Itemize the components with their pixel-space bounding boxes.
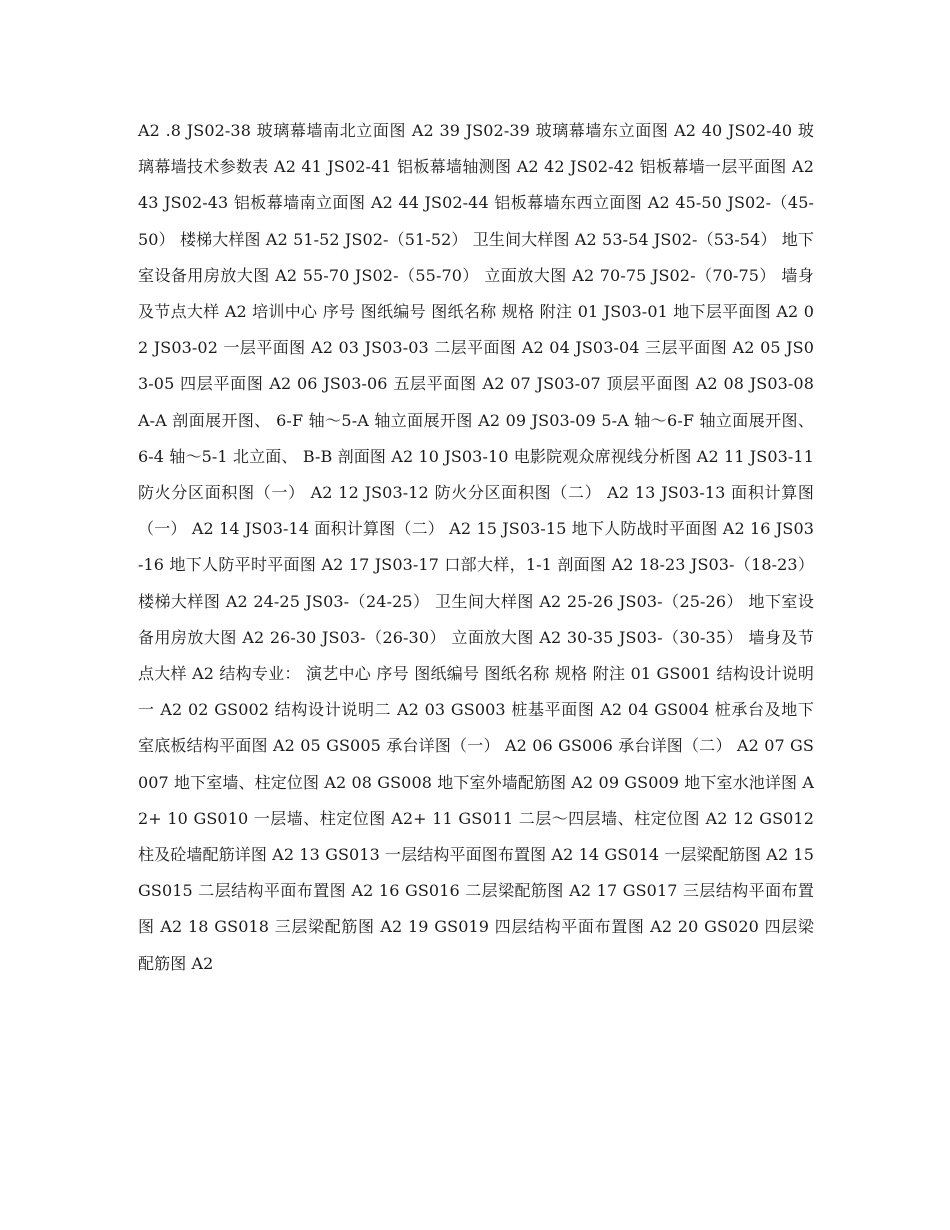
drawing-list-text: A2 .8 JS02-38 玻璃幕墙南北立面图 A2 39 JS02-39 玻璃幕墙东立面图 A2 40 JS02-40 玻璃幕墙技术参数表 A2 41 JS02-41 铝板幕墙轴测图 A2 42 JS02-42 铝板幕墙一层平面图 A2 43 JS02-43 铝板幕墙南立面图 A2 44 JS02-44 铝板幕墙东西立面图 A2 45-50 JS02-（45-50） 楼梯大样图 A2 51-52 JS02-（51-52） 卫生间大样图 A2 53-54 JS02-（53-54） 地下室设备用房放大图 A2 55-70 JS02-（55-70） 立面放大图 A2 70-75 JS02-（70-75） 墙身及节点大样 A2 培训中心 序号 图纸编号 图纸名称 规格 附注 01 JS03-01 地下层平面图 A2 02 JS03-02 一层平面图 A2 03 JS03-03 二层平面图 A2 04 JS03-04 三层平面图 A2 05 JS03-05 四层平面图 A2 06 JS03-06 五层平面图 A2 07 JS03-07 顶层平面图 A2 08 JS03-08 A-A 剖面展开图、 6-F 轴～5-A 轴立面展开图 A2 09 JS03-09 5-A 轴～6-F 轴立面展开图、 6-4 轴～5-1 北立面、 B-B 剖面图 A2 10 JS03-10 电影院观众席视线分析图 A2 11 JS03-11 防火分区面积图（一） A2 12 JS03-12 防火分区面积图（二） A2 13 JS03-13 面积计算图（一） A2 14 JS03-14 面积计算图（二） A2 15 JS03-15 地下人防战时平面图 A2 16 JS03-16 地下人防平时平面图 A2 17 JS03-17 口部大样，1-1 剖面图 A2 18-23 JS03-（18-23） 楼梯大样图 A2 24-25 JS03-（24-25） 卫生间大样图 A2 25-26 JS03-（25-26） 地下室设备用房放大图 A2 26-30 JS03-（26-30） 立面放大图 A2 30-35 JS03-（30-35） 墙身及节点大样 A2 结构专业： 演艺中心 序号 图纸编号 图纸名称 规格 附注 01 GS001 结构设计说明一 A2 02 GS002 结构设计说明二 A2 03 GS003 桩基平面图 A2 04 GS004 桩承台及地下室底板结构平面图 A2 05 GS005 承台详图（一） A2 06 GS006 承台详图（二） A2 07 GS007 地下室墙、柱定位图 A2 08 GS008 地下室外墙配筋图 A2 09 GS009 地下室水池详图 A2+ 10 GS010 一层墙、柱定位图 A2+ 11 GS011 二层～四层墙、柱定位图 A2 12 GS012 柱及砼墙配筋详图 A2 13 GS013 一层结构平面图布置图 A2 14 GS014 一层梁配筋图 A2 15 GS015 二层结构平面布置图 A2 16 GS016 二层梁配筋图 A2 17 GS017 三层结构平面布置图 A2 18 GS018 三层梁配筋图 A2 19 GS019 四层结构平面布置图 A2 20 GS020 四层梁配筋图 A2 [138,121,814,973]
